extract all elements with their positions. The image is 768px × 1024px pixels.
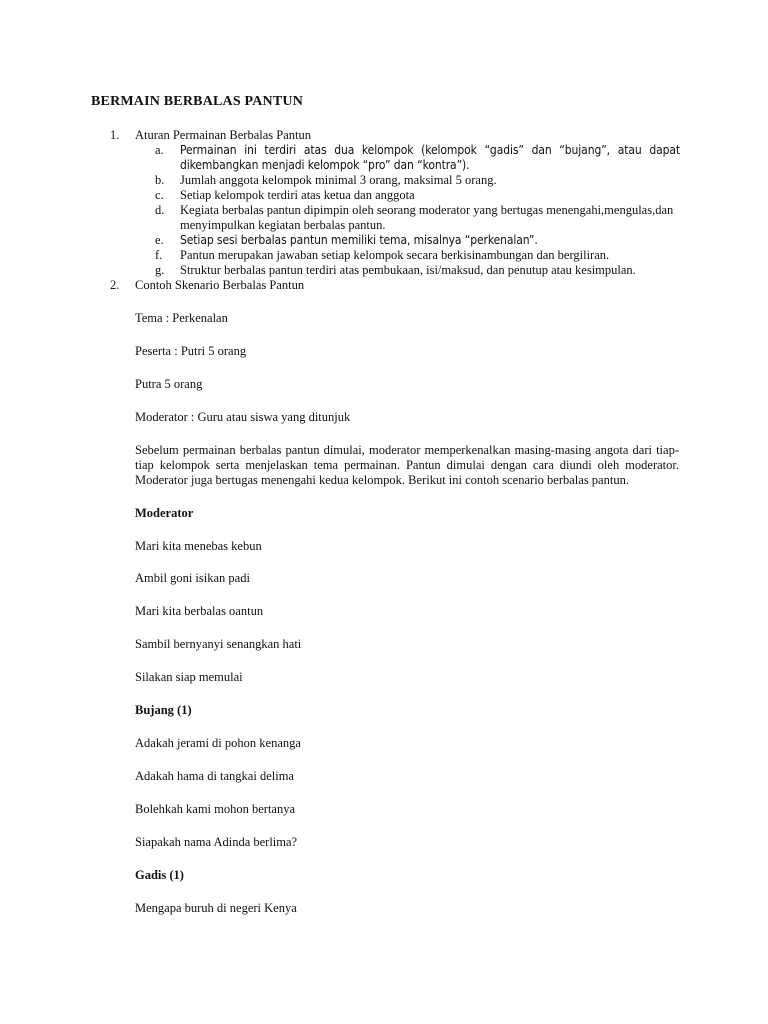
pantun-line: Silakan siap memulai [135,670,243,684]
speaker-bujang-heading: Bujang (1) [135,703,192,717]
pantun-line: Mari kita menebas kebun [135,539,262,553]
rule-letter: d. [155,203,165,217]
pantun-line: Ambil goni isikan padi [135,571,250,585]
speaker-moderator-heading: Moderator [135,506,194,520]
rule-item-e [155,233,680,248]
rule-letter: c. [155,188,164,202]
document-title: BERMAIN BERBALAS PANTUN [91,94,304,109]
pantun-line: Siapakah nama Adinda berlima? [135,835,298,849]
rule-text: Kegiata berbalas pantun dipimpin oleh seorang moderator yang bertugas menengahi,mengulas,dan menyimpulkan kegiatan berbalas pantun. [180,203,674,232]
rule-text: Jumlah anggota kelompok minimal 3 orang, maksimal 5 orang. [180,173,497,187]
pantun-line: Bolehkah kami mohon bertanya [135,802,296,816]
list-number: 2. [110,278,120,292]
rule-letter: g. [155,263,165,277]
rule-text: Setiap kelompok terdiri atas ketua dan anggota [180,188,415,202]
list-number: 1. [110,128,120,142]
rule-item-c [155,188,680,203]
rule-item-a [155,143,680,173]
rule-letter: f. [155,248,163,262]
scenario-peserta: Peserta : Putri 5 orang [135,344,247,358]
pantun-line: Mengapa buruh di negeri Kenya [135,901,297,915]
scenario-putra: Putra 5 orang [135,377,203,391]
rule-item-d [155,203,680,233]
list-item-2 [110,278,680,293]
rule-text: Pantun merupakan jawaban setiap kelompok secara berkisinambungan dan bergiliran. [180,248,610,262]
rule-text: Setiap sesi berbalas pantun memiliki tema, misalnya “perkenalan”. [180,233,538,247]
main-list [110,128,680,293]
rule-item-g [155,263,680,278]
rule-item-f [155,248,680,263]
scenario-moderator: Moderator : Guru atau siswa yang ditunjuk [135,410,351,424]
scenario-tema: Tema : Perkenalan [135,311,228,325]
pantun-line: Mari kita berbalas oantun [135,604,264,618]
rule-text: Permainan ini terdiri atas dua kelompok (kelompok “gadis” dan “bujang”, atau dapat dikembangkan menjadi kelompok “pro” dan “kontra”). [180,143,680,172]
speaker-gadis-heading: Gadis (1) [135,868,184,882]
rule-letter: e. [155,233,164,247]
scenario-intro-paragraph: Sebelum permainan berbalas pantun dimulai, moderator memperkenalkan masing-masing angota dari tiap-tiap kelompok serta menjelaskan tema permainan. Pantun dimulai dengan cara diundi oleh moderator. Moderator juga bertugas menengahi kedua kelompok. Berikut ini contoh scenario berbalas pantun. [135,443,679,487]
rule-text: Struktur berbalas pantun terdiri atas pembukaan, isi/maksud, dan penutup atau kesimpulan. [180,263,636,277]
list-heading: Aturan Permainan Berbalas Pantun [135,128,311,142]
rule-letter: b. [155,173,165,187]
pantun-line: Adakah hama di tangkai delima [135,769,294,783]
pantun-line: Adakah jerami di pohon kenanga [135,736,301,750]
list-item-1 [110,128,680,143]
list-heading: Contoh Skenario Berbalas Pantun [135,278,305,292]
rule-item-b [155,173,680,188]
pantun-line: Sambil bernyanyi senangkan hati [135,637,302,651]
rule-letter: a. [155,143,164,157]
